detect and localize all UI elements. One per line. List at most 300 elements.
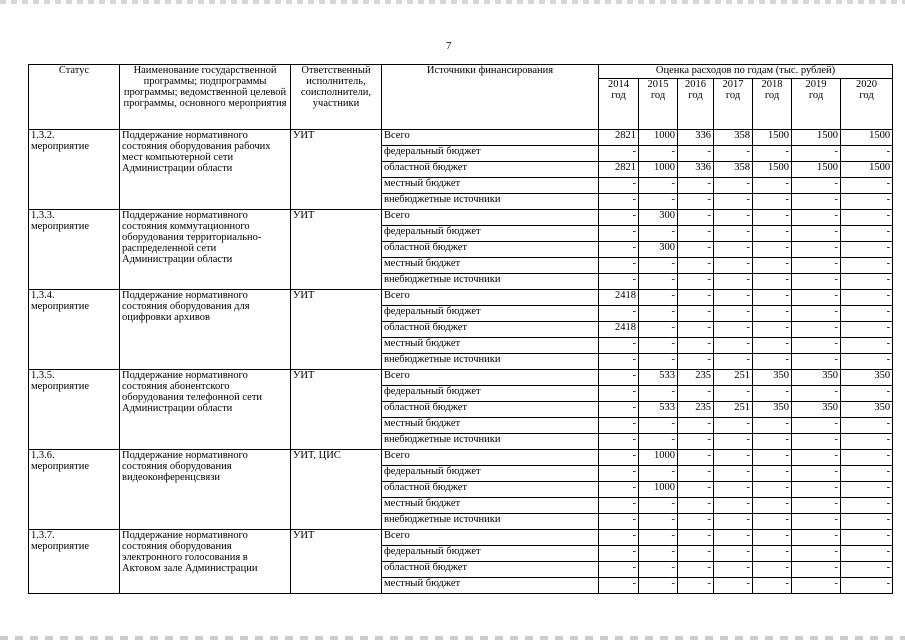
page-number: 7 — [446, 40, 452, 52]
cost-cell-2017: - — [714, 466, 753, 482]
header-year-suffix: год — [688, 90, 703, 101]
measure-name: Поддержание нормативного состояния оборудования для оцифровки архивов — [120, 290, 291, 370]
header-year-2015 — [639, 79, 678, 130]
cost-cell-2018: - — [753, 322, 792, 338]
cost-cell-2016: - — [678, 530, 714, 546]
cost-cell-2015: - — [639, 274, 678, 290]
measure-kind: мероприятие — [31, 221, 89, 232]
header-year-suffix: год — [611, 90, 626, 101]
funding-source: областной бюджет — [382, 482, 599, 498]
table-body — [29, 130, 893, 594]
cost-cell-2020: - — [841, 466, 893, 482]
funding-source: местный бюджет — [382, 258, 599, 274]
cost-cell-2019: - — [792, 386, 841, 402]
measure-name: Поддержание нормативного состояния коммутационного оборудования территориально-распределенной сети Администрации области — [120, 210, 291, 290]
cost-cell-2019: 350 — [792, 370, 841, 386]
cost-cell-2017: 251 — [714, 370, 753, 386]
cost-cell-2020: 350 — [841, 402, 893, 418]
scan-edge-bottom — [0, 636, 905, 640]
responsible-executor: УИТ, ЦИС — [291, 450, 382, 530]
cost-cell-2018: - — [753, 482, 792, 498]
cost-cell-2015: 1000 — [639, 482, 678, 498]
cost-cell-2017: - — [714, 354, 753, 370]
cost-cell-2015: 1000 — [639, 130, 678, 146]
funding-source: областной бюджет — [382, 162, 599, 178]
funding-source: федеральный бюджет — [382, 306, 599, 322]
cost-cell-2020: - — [841, 210, 893, 226]
cost-cell-2020: - — [841, 226, 893, 242]
cost-cell-2020: - — [841, 514, 893, 530]
cost-cell-2018: - — [753, 354, 792, 370]
cost-cell-2018: - — [753, 194, 792, 210]
cost-cell-2014: - — [599, 258, 639, 274]
cost-cell-2020: 1500 — [841, 130, 893, 146]
cost-cell-2018: - — [753, 338, 792, 354]
measure-kind: мероприятие — [31, 381, 89, 392]
cost-cell-2015: - — [639, 226, 678, 242]
cost-cell-2019: 350 — [792, 402, 841, 418]
funding-source: местный бюджет — [382, 338, 599, 354]
cost-cell-2017: - — [714, 306, 753, 322]
cost-cell-2019: - — [792, 194, 841, 210]
cost-cell-2020: - — [841, 482, 893, 498]
cost-cell-2014: - — [599, 434, 639, 450]
cost-cell-2014: - — [599, 338, 639, 354]
cost-cell-2019: - — [792, 322, 841, 338]
cost-cell-2016: - — [678, 306, 714, 322]
cost-cell-2020: - — [841, 242, 893, 258]
cost-cell-2020: - — [841, 306, 893, 322]
cost-cell-2016: - — [678, 418, 714, 434]
cost-cell-2014: - — [599, 546, 639, 562]
funding-source: местный бюджет — [382, 578, 599, 594]
cost-cell-2018: - — [753, 210, 792, 226]
header-year-suffix: год — [725, 90, 741, 101]
cost-cell-2016: - — [678, 354, 714, 370]
measure-code: 1.3.2. — [31, 130, 55, 141]
header-year-2019 — [792, 79, 841, 130]
header-year-suffix: год — [764, 90, 780, 101]
cost-cell-2015: 533 — [639, 370, 678, 386]
cost-cell-2016: - — [678, 226, 714, 242]
cost-cell-2019: - — [792, 210, 841, 226]
header-year-suffix: год — [650, 90, 666, 101]
funding-source: областной бюджет — [382, 242, 599, 258]
funding-source: Всего — [382, 130, 599, 146]
cost-cell-2015: - — [639, 546, 678, 562]
responsible-executor: УИТ — [291, 130, 382, 210]
cost-cell-2015: - — [639, 290, 678, 306]
cost-cell-2019: - — [792, 546, 841, 562]
table-row — [29, 290, 893, 306]
measure-name: Поддержание нормативного состояния оборудования видеоконференцсвязи — [120, 450, 291, 530]
cost-cell-2018: - — [753, 578, 792, 594]
header-year-2016 — [678, 79, 714, 130]
funding-source: внебюджетные источники — [382, 194, 599, 210]
cost-cell-2019: - — [792, 498, 841, 514]
cost-cell-2017: 358 — [714, 162, 753, 178]
measure-name: Поддержание нормативного состояния оборудования электронного голосования в Актовом зале Администрации — [120, 530, 291, 594]
cost-cell-2015: - — [639, 338, 678, 354]
cost-cell-2018: - — [753, 386, 792, 402]
header-name: Наименование государственной программы; подпрограммы программы; ведомственной целевой программы, основного мероприятия — [120, 65, 291, 130]
cost-cell-2019: - — [792, 418, 841, 434]
status-cell — [29, 130, 120, 210]
cost-cell-2016: - — [678, 242, 714, 258]
cost-cell-2019: - — [792, 242, 841, 258]
cost-cell-2020: - — [841, 258, 893, 274]
cost-cell-2017: - — [714, 178, 753, 194]
funding-source: внебюджетные источники — [382, 354, 599, 370]
cost-cell-2015: 1000 — [639, 162, 678, 178]
cost-cell-2017: - — [714, 322, 753, 338]
cost-cell-2014: - — [599, 210, 639, 226]
cost-cell-2015: - — [639, 178, 678, 194]
cost-cell-2020: - — [841, 290, 893, 306]
cost-cell-2017: - — [714, 514, 753, 530]
cost-cell-2016: 336 — [678, 162, 714, 178]
cost-cell-2018: - — [753, 466, 792, 482]
measure-name: Поддержание нормативного состояния оборудования рабочих мест компьютерной сети Администрации области — [120, 130, 291, 210]
cost-cell-2019: - — [792, 450, 841, 466]
cost-cell-2020: - — [841, 546, 893, 562]
cost-cell-2018: - — [753, 450, 792, 466]
funding-source: местный бюджет — [382, 178, 599, 194]
responsible-executor: УИТ — [291, 370, 382, 450]
cost-cell-2014: - — [599, 178, 639, 194]
measure-code: 1.3.7. — [31, 530, 55, 541]
cost-cell-2014: - — [599, 562, 639, 578]
cost-cell-2019: - — [792, 482, 841, 498]
cost-cell-2018: - — [753, 514, 792, 530]
cost-cell-2019: - — [792, 258, 841, 274]
cost-cell-2016: - — [678, 466, 714, 482]
cost-cell-2016: - — [678, 210, 714, 226]
status-cell — [29, 450, 120, 530]
funding-source: местный бюджет — [382, 498, 599, 514]
cost-cell-2020: - — [841, 562, 893, 578]
cost-cell-2018: - — [753, 306, 792, 322]
cost-cell-2019: - — [792, 354, 841, 370]
cost-cell-2015: - — [639, 322, 678, 338]
cost-cell-2014: - — [599, 466, 639, 482]
header-year-value: 2015 — [647, 79, 669, 90]
cost-cell-2017: - — [714, 290, 753, 306]
cost-cell-2014: - — [599, 226, 639, 242]
cost-cell-2015: - — [639, 434, 678, 450]
funding-source: федеральный бюджет — [382, 226, 599, 242]
cost-cell-2019: - — [792, 178, 841, 194]
cost-cell-2020: - — [841, 434, 893, 450]
measure-kind: мероприятие — [31, 141, 89, 152]
cost-cell-2015: 533 — [639, 402, 678, 418]
cost-cell-2019: - — [792, 578, 841, 594]
cost-cell-2016: - — [678, 498, 714, 514]
funding-source: внебюджетные источники — [382, 514, 599, 530]
table-header — [29, 65, 893, 130]
cost-cell-2017: - — [714, 530, 753, 546]
cost-cell-2016: - — [678, 178, 714, 194]
table-row — [29, 210, 893, 226]
cost-cell-2019: 1500 — [792, 130, 841, 146]
cost-cell-2015: 300 — [639, 210, 678, 226]
cost-cell-2015: - — [639, 578, 678, 594]
cost-cell-2017: - — [714, 386, 753, 402]
measure-code: 1.3.5. — [31, 370, 55, 381]
cost-cell-2017: - — [714, 274, 753, 290]
cost-cell-2016: - — [678, 450, 714, 466]
funding-source: областной бюджет — [382, 322, 599, 338]
cost-cell-2018: - — [753, 498, 792, 514]
cost-cell-2018: - — [753, 418, 792, 434]
cost-cell-2014: - — [599, 242, 639, 258]
cost-cell-2016: - — [678, 514, 714, 530]
cost-cell-2020: - — [841, 178, 893, 194]
cost-cell-2014: - — [599, 274, 639, 290]
cost-cell-2016: 336 — [678, 130, 714, 146]
measure-code: 1.3.6. — [31, 450, 55, 461]
cost-cell-2014: 2418 — [599, 322, 639, 338]
cost-cell-2016: - — [678, 546, 714, 562]
cost-cell-2015: - — [639, 514, 678, 530]
header-year-value: 2016 — [685, 79, 706, 90]
cost-cell-2015: - — [639, 466, 678, 482]
cost-cell-2016: - — [678, 338, 714, 354]
header-year-2020 — [841, 79, 893, 130]
cost-cell-2015: 300 — [639, 242, 678, 258]
cost-cell-2018: 1500 — [753, 162, 792, 178]
cost-cell-2019: - — [792, 530, 841, 546]
cost-cell-2020: - — [841, 194, 893, 210]
header-year-2018 — [753, 79, 792, 130]
cost-cell-2016: - — [678, 194, 714, 210]
funding-source: внебюджетные источники — [382, 274, 599, 290]
cost-cell-2014: - — [599, 482, 639, 498]
header-year-value: 2018 — [761, 79, 783, 90]
funding-source: областной бюджет — [382, 402, 599, 418]
cost-cell-2019: - — [792, 466, 841, 482]
cost-cell-2020: - — [841, 498, 893, 514]
cost-cell-2018: - — [753, 258, 792, 274]
expenditure-table — [28, 64, 893, 594]
cost-cell-2017: - — [714, 498, 753, 514]
cost-cell-2014: - — [599, 514, 639, 530]
cost-cell-2020: - — [841, 146, 893, 162]
cost-cell-2017: - — [714, 418, 753, 434]
status-cell — [29, 210, 120, 290]
cost-cell-2019: - — [792, 306, 841, 322]
cost-cell-2014: 2418 — [599, 290, 639, 306]
cost-cell-2015: - — [639, 258, 678, 274]
header-year-suffix: год — [808, 90, 824, 101]
cost-cell-2017: - — [714, 482, 753, 498]
cost-cell-2014: - — [599, 194, 639, 210]
measure-kind: мероприятие — [31, 541, 89, 552]
cost-cell-2014: - — [599, 370, 639, 386]
funding-source: федеральный бюджет — [382, 546, 599, 562]
cost-cell-2018: - — [753, 434, 792, 450]
funding-source: Всего — [382, 210, 599, 226]
cost-cell-2016: - — [678, 578, 714, 594]
cost-cell-2016: 235 — [678, 370, 714, 386]
cost-cell-2014: - — [599, 530, 639, 546]
cost-cell-2020: - — [841, 530, 893, 546]
cost-cell-2017: - — [714, 578, 753, 594]
header-sources: Источники финансирования — [382, 65, 599, 130]
cost-cell-2015: - — [639, 530, 678, 546]
cost-cell-2017: 358 — [714, 130, 753, 146]
funding-source: Всего — [382, 370, 599, 386]
cost-cell-2014: - — [599, 386, 639, 402]
cost-cell-2014: - — [599, 402, 639, 418]
table-row — [29, 130, 893, 146]
cost-cell-2020: - — [841, 322, 893, 338]
cost-cell-2019: - — [792, 562, 841, 578]
measure-name: Поддержание нормативного состояния абонентского оборудования телефонной сети Администрации области — [120, 370, 291, 450]
cost-cell-2020: 350 — [841, 370, 893, 386]
header-year-value: 2020 — [856, 79, 878, 90]
cost-cell-2018: 350 — [753, 402, 792, 418]
cost-cell-2017: - — [714, 146, 753, 162]
funding-source: Всего — [382, 530, 599, 546]
cost-cell-2019: - — [792, 338, 841, 354]
cost-cell-2018: - — [753, 146, 792, 162]
cost-cell-2019: 1500 — [792, 162, 841, 178]
cost-cell-2017: - — [714, 226, 753, 242]
cost-cell-2015: - — [639, 418, 678, 434]
cost-cell-2018: - — [753, 546, 792, 562]
cost-cell-2018: - — [753, 562, 792, 578]
cost-cell-2015: - — [639, 146, 678, 162]
cost-cell-2019: - — [792, 290, 841, 306]
cost-cell-2017: - — [714, 258, 753, 274]
scan-edge-top — [0, 0, 905, 4]
cost-cell-2014: 2821 — [599, 130, 639, 146]
cost-cell-2016: - — [678, 482, 714, 498]
cost-cell-2017: - — [714, 338, 753, 354]
cost-cell-2018: 350 — [753, 370, 792, 386]
cost-cell-2015: - — [639, 498, 678, 514]
cost-cell-2016: - — [678, 386, 714, 402]
funding-source: Всего — [382, 290, 599, 306]
header-status: Статус — [29, 65, 120, 130]
cost-cell-2019: - — [792, 226, 841, 242]
cost-cell-2020: - — [841, 274, 893, 290]
cost-cell-2014: - — [599, 498, 639, 514]
header-year-value: 2014 — [608, 79, 629, 90]
cost-cell-2016: - — [678, 258, 714, 274]
cost-cell-2017: - — [714, 562, 753, 578]
cost-cell-2015: - — [639, 194, 678, 210]
cost-cell-2015: - — [639, 562, 678, 578]
status-cell — [29, 370, 120, 450]
measure-kind: мероприятие — [31, 461, 89, 472]
cost-cell-2016: - — [678, 146, 714, 162]
cost-cell-2017: - — [714, 434, 753, 450]
cost-cell-2014: - — [599, 578, 639, 594]
cost-cell-2018: - — [753, 274, 792, 290]
status-cell — [29, 530, 120, 594]
table-row — [29, 530, 893, 546]
cost-cell-2016: - — [678, 274, 714, 290]
cost-cell-2014: - — [599, 354, 639, 370]
cost-cell-2020: - — [841, 354, 893, 370]
cost-cell-2020: - — [841, 578, 893, 594]
cost-cell-2016: 235 — [678, 402, 714, 418]
header-year-value: 2017 — [722, 79, 744, 90]
cost-cell-2020: 1500 — [841, 162, 893, 178]
cost-cell-2015: - — [639, 306, 678, 322]
cost-cell-2014: - — [599, 146, 639, 162]
cost-cell-2018: - — [753, 226, 792, 242]
funding-source: федеральный бюджет — [382, 146, 599, 162]
table-row — [29, 450, 893, 466]
cost-cell-2017: - — [714, 194, 753, 210]
cost-cell-2014: 2821 — [599, 162, 639, 178]
header-year-value: 2019 — [805, 79, 827, 90]
funding-source: местный бюджет — [382, 418, 599, 434]
cost-cell-2017: - — [714, 242, 753, 258]
cost-cell-2017: - — [714, 450, 753, 466]
cost-cell-2014: - — [599, 450, 639, 466]
cost-cell-2014: - — [599, 418, 639, 434]
measure-code: 1.3.4. — [31, 290, 55, 301]
cost-cell-2014: - — [599, 306, 639, 322]
cost-cell-2017: - — [714, 210, 753, 226]
cost-cell-2019: - — [792, 146, 841, 162]
cost-cell-2019: - — [792, 434, 841, 450]
cost-cell-2016: - — [678, 562, 714, 578]
cost-cell-2016: - — [678, 290, 714, 306]
cost-cell-2015: - — [639, 386, 678, 402]
header-year-2014 — [599, 79, 639, 130]
measure-code: 1.3.3. — [31, 210, 55, 221]
cost-cell-2020: - — [841, 386, 893, 402]
funding-source: Всего — [382, 450, 599, 466]
table-row — [29, 370, 893, 386]
header-year-suffix: год — [859, 90, 874, 101]
cost-cell-2016: - — [678, 434, 714, 450]
cost-cell-2015: 1000 — [639, 450, 678, 466]
cost-cell-2015: - — [639, 354, 678, 370]
header-year-2017 — [714, 79, 753, 130]
status-cell — [29, 290, 120, 370]
cost-cell-2017: - — [714, 546, 753, 562]
funding-source: федеральный бюджет — [382, 466, 599, 482]
cost-cell-2020: - — [841, 418, 893, 434]
cost-cell-2019: - — [792, 274, 841, 290]
funding-source: областной бюджет — [382, 562, 599, 578]
cost-cell-2018: - — [753, 530, 792, 546]
cost-cell-2018: - — [753, 290, 792, 306]
cost-cell-2018: 1500 — [753, 130, 792, 146]
cost-cell-2020: - — [841, 338, 893, 354]
funding-source: федеральный бюджет — [382, 386, 599, 402]
measure-kind: мероприятие — [31, 301, 89, 312]
responsible-executor: УИТ — [291, 210, 382, 290]
responsible-executor: УИТ — [291, 530, 382, 594]
header-costs: Оценка расходов по годам (тыс. рублей) — [599, 65, 893, 79]
cost-cell-2020: - — [841, 450, 893, 466]
cost-cell-2017: 251 — [714, 402, 753, 418]
cost-cell-2018: - — [753, 242, 792, 258]
funding-source: внебюджетные источники — [382, 434, 599, 450]
cost-cell-2016: - — [678, 322, 714, 338]
responsible-executor: УИТ — [291, 290, 382, 370]
header-responsible: Ответственный исполнитель, соисполнители, участники — [291, 65, 382, 130]
cost-cell-2018: - — [753, 178, 792, 194]
cost-cell-2019: - — [792, 514, 841, 530]
